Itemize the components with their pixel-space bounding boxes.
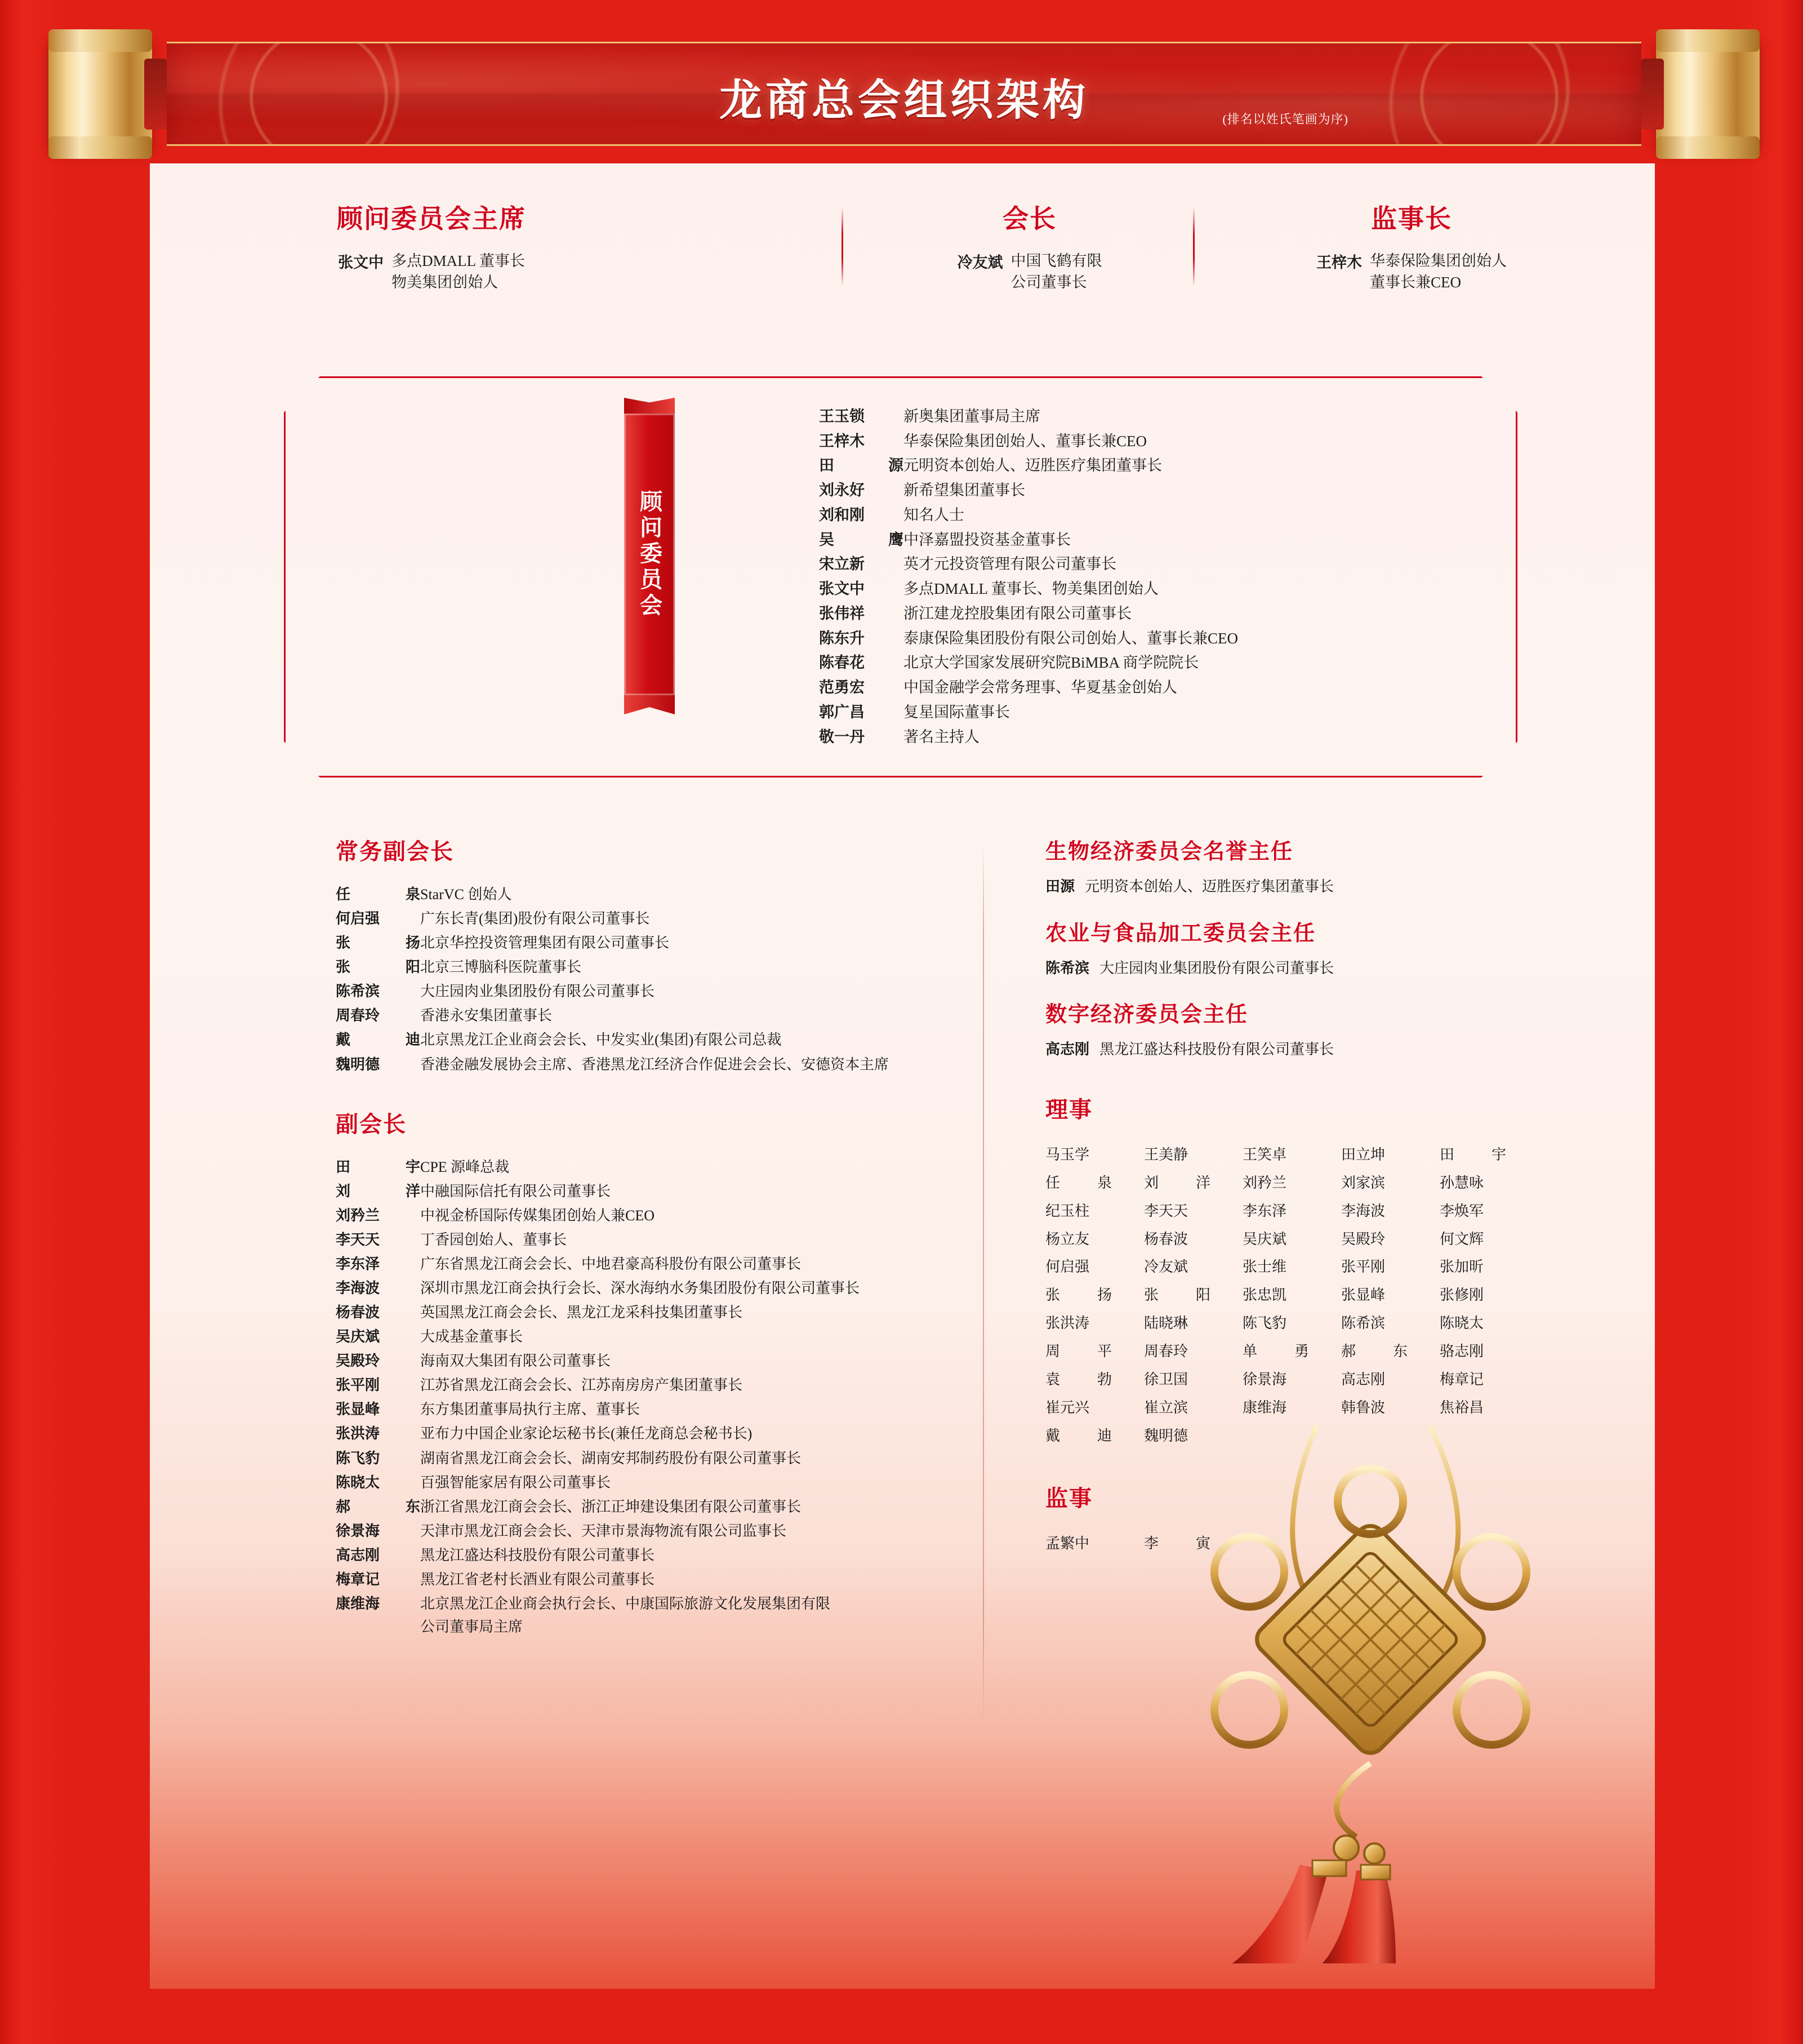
person-name: 杨立友 [1045, 1230, 1090, 1247]
member-name: 张伟祥 [819, 605, 865, 622]
member-name: 田 源 [819, 457, 903, 474]
member-title: 北京黑龙江企业商会执行会长、中康国际旅游文化发展集团有限 公司董事局主席 [420, 1596, 831, 1636]
member-name: 张 扬 [336, 935, 420, 952]
member-row [336, 1301, 1079, 1324]
member-title: 中国金融学会常务理事、华夏基金创始人 [903, 679, 1177, 696]
advisory-member-list [819, 405, 1495, 749]
advisory-ribbon-label: 顾问委员会 [624, 414, 675, 695]
member-name: 刘和刚 [819, 506, 865, 523]
member-name: 何启强 [336, 910, 380, 927]
member-name: 宋立新 [819, 556, 865, 573]
member-row [336, 1495, 1079, 1518]
member-name: 高志刚 [336, 1547, 380, 1563]
member-name: 张 阳 [336, 959, 420, 976]
member-title: 百强智能家居有限公司董事长 [420, 1474, 611, 1491]
person-name: 王笑卓 [1243, 1146, 1287, 1163]
member-title: 黑龙江省老村长酒业有限公司董事长 [420, 1571, 655, 1588]
member-title: 黑龙江盛达科技股份有限公司董事长 [420, 1547, 655, 1563]
member-title: 复星国际董事长 [903, 703, 1010, 721]
member-title: 北京华控投资管理集团有限公司董事长 [420, 935, 670, 952]
member-row [336, 1156, 1079, 1179]
person-name: 韩鲁波 [1341, 1399, 1386, 1416]
person-name: 李 寅 [1144, 1535, 1210, 1552]
member-title: StarVC 创始人 [420, 886, 512, 903]
digital-economy-section [1045, 997, 1614, 1061]
member-title: 黑龙江盛达科技股份有限公司董事长 [1099, 1041, 1334, 1058]
member-row [336, 1204, 1079, 1227]
person-name: 杨春波 [1144, 1230, 1188, 1247]
member-name: 李东泽 [336, 1255, 380, 1272]
content-panel [150, 163, 1655, 1989]
banner-subtitle: (排名以姓氏笔画为序) [1222, 112, 1348, 126]
member-name: 李天天 [336, 1231, 380, 1248]
role-person-desc-line2: 董事长兼CEO [1370, 274, 1461, 291]
directors-section [1045, 1092, 1614, 1450]
member-title: 元明资本创始人、迈胜医疗集团董事长 [1085, 878, 1334, 895]
person-name: 吴庆斌 [1243, 1230, 1287, 1247]
person-name: 崔元兴 [1045, 1399, 1090, 1416]
person-name: 孟繁中 [1045, 1535, 1090, 1552]
person-name: 梅章记 [1440, 1371, 1484, 1388]
person-name: 田 宇 [1440, 1146, 1506, 1163]
member-title: 元明资本创始人、迈胜医疗集团董事长 [903, 457, 1162, 474]
member-row [336, 1592, 1079, 1638]
top-roles [150, 198, 1655, 328]
member-name: 王玉锁 [819, 408, 865, 425]
person-name: 任 泉 [1045, 1174, 1112, 1191]
member-name: 田源 [1045, 878, 1075, 895]
member-title: 泰康保险集团股份有限公司创始人、董事长兼CEO [903, 629, 1238, 647]
person-name: 张 阳 [1144, 1287, 1210, 1304]
standing-vice-section [336, 834, 1079, 1076]
person-name: 高志刚 [1341, 1371, 1386, 1388]
bio-economy-section [1045, 834, 1614, 899]
title-banner [34, 29, 1774, 159]
member-title: 广东长青(集团)股份有限公司董事长 [420, 910, 650, 927]
member-name: 陈希滨 [1045, 959, 1090, 976]
person-name: 李焕军 [1440, 1202, 1484, 1219]
person-name: 纪玉柱 [1045, 1202, 1090, 1219]
scroll-end-right [1641, 29, 1774, 159]
person-name: 李东泽 [1243, 1202, 1287, 1219]
member-name: 田 宇 [336, 1158, 420, 1175]
member-title: 亚布力中国企业家论坛秘书长(兼任龙商总会秘书长) [420, 1425, 753, 1442]
person-name: 张士维 [1243, 1259, 1287, 1276]
role-person-name: 张文中 [338, 254, 384, 271]
member-title: 新奥集团董事局主席 [903, 408, 1040, 425]
left-column [336, 834, 1079, 1669]
member-name: 刘矜兰 [336, 1207, 380, 1224]
role-person-desc-line2: 物美集团创始人 [391, 274, 498, 291]
person-name: 刘家滨 [1341, 1174, 1386, 1191]
member-row [336, 956, 1079, 979]
digital-economy-list [1045, 1038, 1614, 1061]
member-title: 知名人士 [903, 506, 964, 523]
member-row [336, 1228, 1079, 1251]
scroll-end-left [34, 29, 167, 159]
standing-vice-list [336, 883, 1079, 1076]
member-title: 中泽嘉盟投资基金董事长 [903, 531, 1071, 548]
chinese-knot-decoration [1114, 1403, 1621, 1966]
member-title: 新希望集团董事长 [903, 482, 1025, 499]
person-name: 何文辉 [1440, 1230, 1484, 1247]
person-name: 徐卫国 [1144, 1371, 1188, 1388]
person-name: 张忠凯 [1243, 1287, 1287, 1304]
member-row [336, 1544, 1079, 1567]
member-title: 著名主持人 [903, 728, 980, 745]
member-name: 张平刚 [336, 1377, 380, 1394]
member-title: 大庄园肉业集团股份有限公司董事长 [420, 983, 655, 1000]
role-divider-1 [842, 207, 843, 286]
person-name: 单 勇 [1243, 1343, 1309, 1360]
agri-food-section [1045, 916, 1614, 980]
vice-list [336, 1156, 1079, 1639]
person-name: 张洪涛 [1045, 1315, 1090, 1332]
role-chief-supervisor [1214, 198, 1609, 294]
member-title: 大成基金董事长 [420, 1328, 523, 1345]
member-title: 海南双大集团有限公司董事长 [420, 1353, 611, 1370]
member-title: 丁香园创始人、董事长 [420, 1231, 567, 1248]
person-name: 周 平 [1045, 1343, 1112, 1360]
advisory-member-row [819, 725, 1495, 750]
person-name: 郝 东 [1341, 1343, 1408, 1360]
member-title: 中视金桥国际传媒集团创始人兼CEO [420, 1207, 655, 1224]
member-row [336, 1028, 1079, 1051]
member-name: 戴 迪 [336, 1032, 420, 1048]
member-title: 英国黑龙江商会会长、黑龙江龙采科技集团董事长 [420, 1304, 743, 1321]
member-name: 郝 东 [336, 1498, 420, 1515]
section-title: 理事 [1045, 1096, 1093, 1122]
member-name: 李海波 [336, 1280, 380, 1297]
advisory-member-row [819, 700, 1495, 725]
member-row [1045, 1038, 1614, 1061]
member-name: 范勇宏 [819, 679, 865, 696]
person-name: 张显峰 [1341, 1287, 1386, 1304]
member-name: 吴 鹰 [819, 531, 903, 548]
member-name: 陈希滨 [336, 983, 380, 1000]
advisory-member-row [819, 478, 1495, 503]
person-name: 吴殿玲 [1341, 1230, 1386, 1247]
advisory-member-row [819, 454, 1495, 478]
role-president [861, 198, 1199, 294]
section-title: 数字经济委员会主任 [1045, 1003, 1249, 1027]
person-name: 周春玲 [1144, 1343, 1188, 1360]
member-row [336, 1252, 1079, 1276]
member-name: 杨春波 [336, 1304, 380, 1321]
member-title: 东方集团董事局执行主席、董事长 [420, 1401, 640, 1418]
member-row [336, 1374, 1079, 1397]
person-name: 孙慧咏 [1440, 1174, 1484, 1191]
member-title: 多点DMALL 董事长、物美集团创始人 [903, 580, 1159, 598]
member-title: 北京大学国家发展研究院BiMBA 商学院院长 [903, 654, 1199, 672]
member-name: 高志刚 [1045, 1041, 1090, 1058]
role-divider-2 [1193, 207, 1195, 286]
person-name: 李天天 [1144, 1202, 1188, 1219]
person-name: 魏明德 [1144, 1427, 1188, 1444]
member-name: 陈晓太 [336, 1474, 380, 1491]
section-title: 监事 [1045, 1485, 1093, 1511]
role-advisory-chair [217, 198, 645, 294]
member-name: 王梓木 [819, 432, 865, 450]
person-name: 何启强 [1045, 1259, 1090, 1276]
member-title: 湖南省黑龙江商会会长、湖南安邦制药股份有限公司董事长 [420, 1450, 802, 1467]
member-row [336, 1349, 1079, 1372]
role-title: 会长 [1003, 205, 1057, 233]
person-name: 陈晓太 [1440, 1315, 1484, 1332]
person-name: 康维海 [1243, 1399, 1287, 1416]
advisory-member-row [819, 626, 1495, 651]
member-name: 张文中 [819, 580, 865, 598]
member-title: 华泰保险集团创始人、董事长兼CEO [903, 432, 1147, 450]
member-row [336, 1422, 1079, 1445]
person-name: 李海波 [1341, 1202, 1386, 1219]
member-row [336, 931, 1079, 954]
member-title: 天津市黑龙江商会会长、天津市景海物流有限公司监事长 [420, 1522, 787, 1539]
person-name: 马玉学 [1045, 1146, 1090, 1163]
page-title: 龙商总会组织架构 [719, 77, 1089, 125]
role-person-name: 冷友斌 [957, 254, 1003, 271]
member-name: 敬一丹 [819, 728, 865, 745]
advisory-member-row [819, 676, 1495, 700]
advisory-member-row [819, 602, 1495, 626]
member-row [336, 1277, 1079, 1300]
member-name: 张显峰 [336, 1401, 380, 1418]
advisory-committee-box [284, 376, 1517, 777]
role-person-desc-line1: 华泰保险集团创始人 [1370, 252, 1507, 269]
section-title: 副会长 [336, 1111, 407, 1137]
member-name: 徐景海 [336, 1522, 380, 1539]
advisory-member-row [819, 651, 1495, 676]
section-title: 常务副会长 [336, 839, 454, 864]
member-name: 陈飞豹 [336, 1450, 380, 1467]
person-name: 冷友斌 [1144, 1259, 1188, 1276]
member-title: 深圳市黑龙江商会执行会长、深水海纳水务集团股份有限公司董事长 [420, 1280, 860, 1297]
member-row [336, 1004, 1079, 1027]
member-name: 吴庆斌 [336, 1328, 380, 1345]
member-name: 刘永好 [819, 482, 865, 499]
role-title: 监事长 [1371, 205, 1452, 233]
member-row [336, 1053, 1079, 1076]
person-name: 王美静 [1144, 1146, 1188, 1163]
member-name: 刘 洋 [336, 1183, 420, 1199]
member-name: 周春玲 [336, 1007, 380, 1024]
member-title: 北京黑龙江企业商会会长、中发实业(集团)有限公司总裁 [420, 1032, 782, 1048]
person-name: 戴 迪 [1045, 1427, 1112, 1444]
person-name: 陈飞豹 [1243, 1315, 1287, 1332]
person-name: 张平刚 [1341, 1259, 1386, 1276]
member-name: 张洪涛 [336, 1425, 380, 1442]
role-person-desc-line1: 中国飞鹤有限 [1010, 252, 1102, 269]
member-row [1045, 875, 1614, 899]
banner-body [167, 42, 1641, 146]
member-row [336, 1568, 1079, 1591]
member-row [336, 1325, 1079, 1348]
member-name: 魏明德 [336, 1056, 380, 1073]
vice-section [336, 1107, 1079, 1639]
person-name: 张修刚 [1440, 1287, 1484, 1304]
member-name: 梅章记 [336, 1571, 380, 1588]
member-row [336, 1180, 1079, 1203]
member-row [336, 1398, 1079, 1421]
bio-economy-list [1045, 875, 1614, 899]
member-title: 中融国际信托有限公司董事长 [420, 1183, 611, 1199]
advisory-member-row [819, 429, 1495, 454]
advisory-member-row [819, 528, 1495, 553]
person-name: 袁 勃 [1045, 1371, 1112, 1388]
member-row [336, 1447, 1079, 1470]
advisory-member-row [819, 503, 1495, 528]
section-title: 生物经济委员会名誉主任 [1045, 840, 1294, 864]
person-name: 徐景海 [1243, 1371, 1287, 1388]
member-title: 广东省黑龙江商会会长、中地君豪高科股份有限公司董事长 [420, 1255, 802, 1272]
person-name: 刘矜兰 [1243, 1174, 1287, 1191]
member-name: 吴殿玲 [336, 1353, 380, 1370]
person-name: 骆志刚 [1440, 1343, 1484, 1360]
member-name: 康维海 [336, 1596, 380, 1612]
member-title: CPE 源峰总裁 [420, 1158, 510, 1175]
member-title: 浙江建龙控股集团有限公司董事长 [903, 605, 1132, 622]
person-name: 田立坤 [1341, 1146, 1386, 1163]
member-title: 香港永安集团董事长 [420, 1007, 553, 1024]
member-row [336, 980, 1079, 1003]
member-title: 香港金融发展协会主席、香港黑龙江经济合作促进会会长、安德资本主席 [420, 1056, 889, 1073]
member-name: 任 泉 [336, 886, 420, 903]
person-name: 焦裕昌 [1440, 1399, 1484, 1416]
role-person-desc-line2: 公司董事长 [1010, 274, 1087, 291]
member-title: 江苏省黑龙江商会会长、江苏南房房产集团董事长 [420, 1377, 743, 1394]
agri-food-list [1045, 957, 1614, 980]
member-name: 陈东升 [819, 629, 865, 647]
member-name: 陈春花 [819, 654, 865, 672]
person-name: 刘 洋 [1144, 1174, 1210, 1191]
member-name: 郭广昌 [819, 703, 865, 721]
person-name: 张加昕 [1440, 1259, 1484, 1276]
role-person-name: 王梓木 [1316, 254, 1362, 271]
member-title: 英才元投资管理有限公司董事长 [903, 556, 1116, 573]
advisory-member-row [819, 577, 1495, 602]
person-name: 张 扬 [1045, 1287, 1112, 1304]
member-row [1045, 957, 1614, 980]
member-row [336, 1471, 1079, 1494]
member-row [336, 1519, 1079, 1543]
role-title: 顾问委员会主席 [337, 205, 526, 233]
person-name: 陆晓琳 [1144, 1315, 1188, 1332]
advisory-member-row [819, 405, 1495, 429]
member-title: 大庄园肉业集团股份有限公司董事长 [1099, 959, 1334, 976]
role-person-desc-line1: 多点DMALL 董事长 [391, 252, 525, 269]
member-title: 浙江省黑龙江商会会长、浙江正坤建设集团有限公司董事长 [420, 1498, 802, 1515]
section-title: 农业与食品加工委员会主任 [1045, 921, 1316, 945]
person-name: 崔立滨 [1144, 1399, 1188, 1416]
member-row [336, 907, 1079, 930]
member-title: 北京三博脑科医院董事长 [420, 959, 582, 976]
member-row [336, 883, 1079, 906]
advisory-member-row [819, 552, 1495, 577]
person-name: 陈希滨 [1341, 1315, 1386, 1332]
